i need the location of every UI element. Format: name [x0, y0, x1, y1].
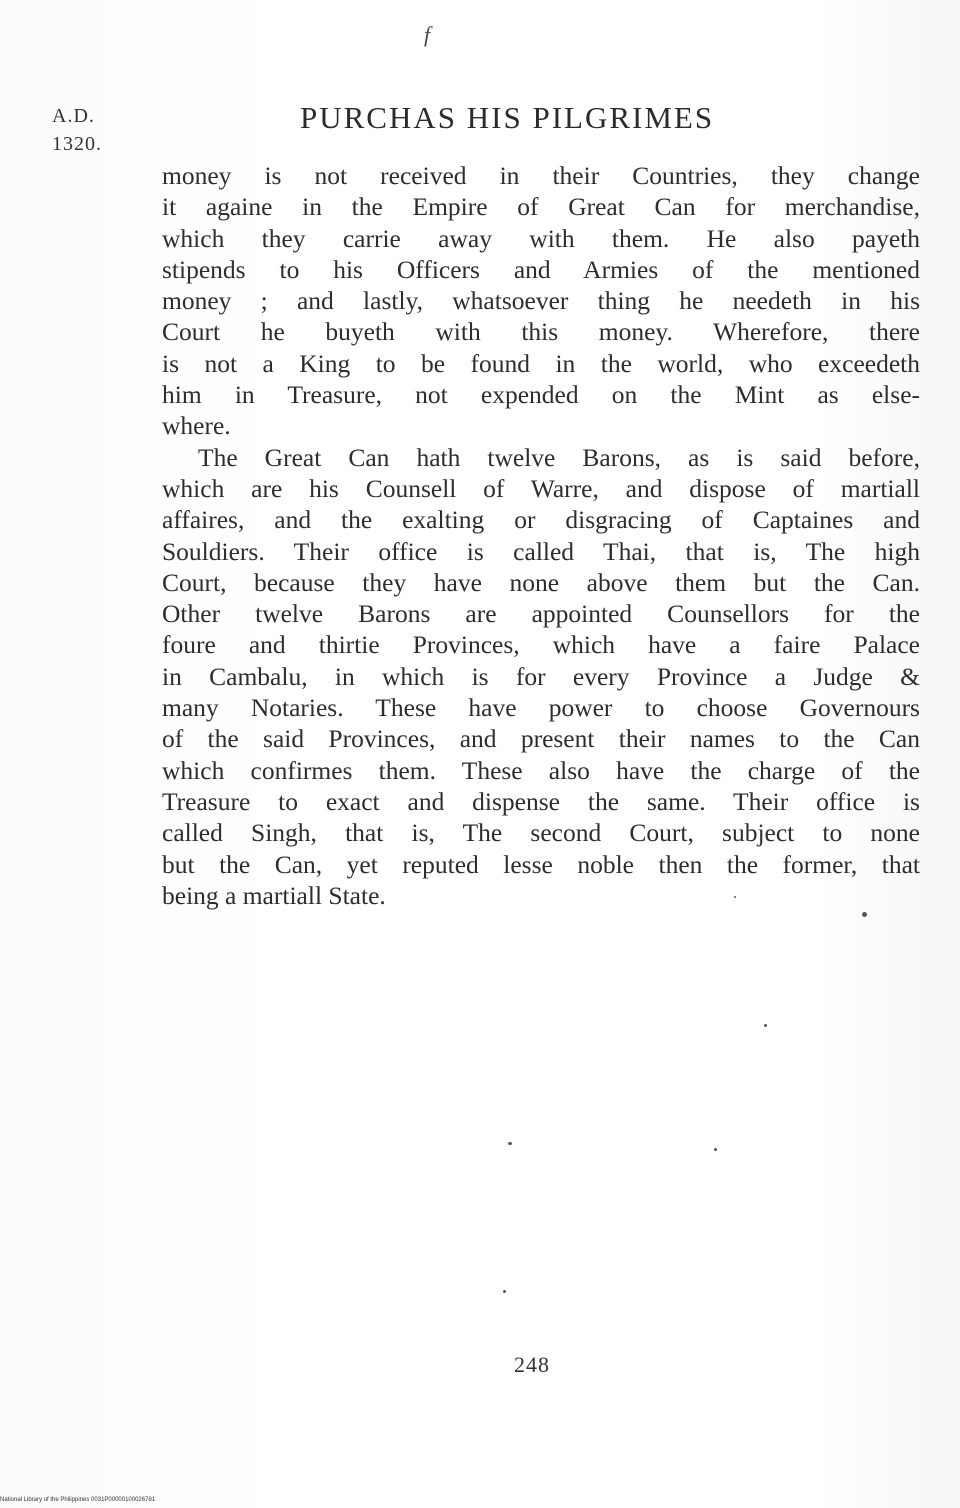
text-line: which they carrie away with them. He also payeth — [162, 223, 920, 253]
body-text — [162, 160, 920, 911]
text-line: stipends to his Officers and Armies of the mentioned — [162, 254, 920, 284]
text-line: Other twelve Barons are appointed Counsellors for the — [162, 599, 920, 629]
text-line: it againe in the Empire of Great Can for merchandise, — [162, 192, 920, 222]
margin-date-note — [52, 102, 102, 158]
text-line: The Great Can hath twelve Barons, as is said before, — [198, 442, 920, 472]
text-line: Court he buyeth with this money. Wherefore, there — [162, 317, 920, 347]
text-line: but the Can, yet reputed lesse noble then the former, that — [162, 849, 920, 879]
text-line: which are his Counsell of Warre, and dispose of martiall — [162, 473, 920, 503]
speck — [734, 896, 736, 898]
text-line: foure and thirtie Provinces, which have a faire Palace — [162, 630, 920, 660]
text-line: him in Treasure, not expended on the Mint as else- — [162, 380, 920, 410]
text-line: of the said Provinces, and present their names to the Can — [162, 724, 920, 754]
text-line: many Notaries. These have power to choose Governours — [162, 693, 920, 723]
speck — [503, 1290, 506, 1293]
running-head: PURCHAS HIS PILGRIMES — [300, 100, 715, 135]
margin-note-year: 1320. — [52, 133, 102, 155]
text-line: which confirmes them. These also have the charge of the — [162, 755, 920, 785]
page-number: 248 — [514, 1352, 550, 1377]
paragraph-2 — [162, 442, 920, 911]
margin-note-era: A.D. — [52, 105, 95, 127]
text-line: affaires, and the exalting or disgracing of Captaines and — [162, 505, 920, 535]
top-mark: f — [424, 22, 431, 47]
text-line: Court, because they have none above them but the Can. — [162, 567, 920, 597]
speck — [714, 1148, 717, 1151]
text-line: money is not received in their Countries, they change — [162, 161, 920, 190]
text-line: being a martiall State. — [162, 880, 386, 910]
speck — [508, 1142, 512, 1145]
text-line: Treasure to exact and dispense the same. Their office is — [162, 786, 920, 816]
text-line: money ; and lastly, whatsoever thing he needeth in his — [162, 286, 920, 316]
footer-credit: National Library of the Philippines 0031P00000100026781 — [0, 1497, 156, 1503]
paragraph-1 — [162, 160, 920, 442]
text-line: called Singh, that is, The second Court, subject to none — [162, 818, 920, 848]
text-line: Souldiers. Their office is called Thai, that is, The high — [162, 536, 920, 566]
text-line: is not a King to be found in the world, who exceedeth — [162, 348, 920, 378]
text-line: where. — [162, 411, 231, 441]
speck — [862, 912, 867, 917]
text-line: in Cambalu, in which is for every Province a Judge & — [162, 661, 920, 691]
speck — [764, 1024, 767, 1027]
